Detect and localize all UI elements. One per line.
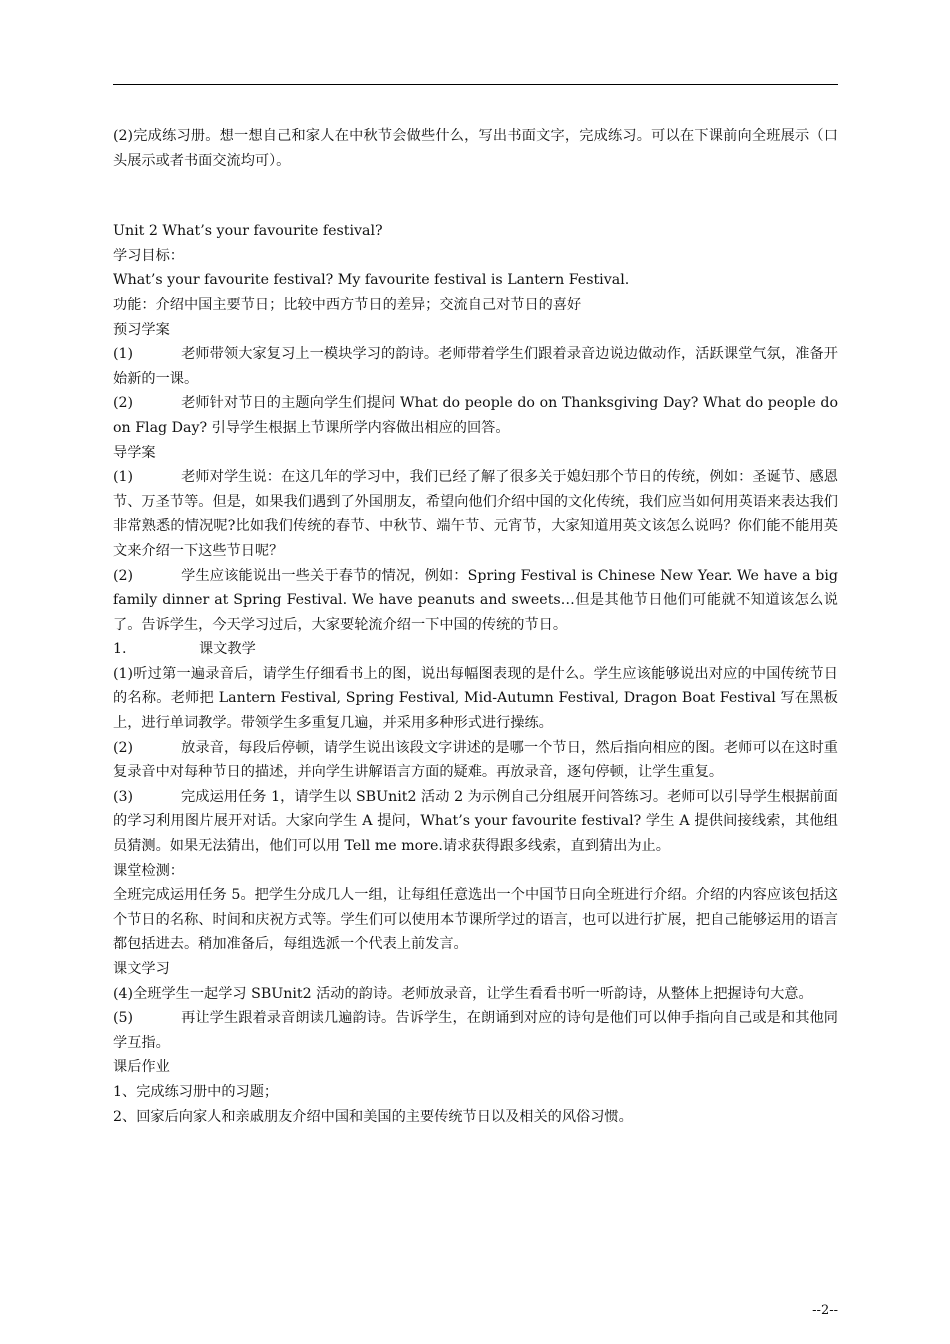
item-label: (2) — [113, 567, 134, 584]
item-label: (2) — [113, 395, 134, 412]
item-label: (2) — [113, 739, 134, 756]
preview-item-2 — [113, 391, 838, 440]
study-heading: 课文学习 — [113, 961, 170, 977]
guide-heading: 导学案 — [113, 444, 156, 461]
item-label: (3) — [113, 788, 134, 805]
lesson-item-2 — [113, 736, 838, 785]
preview-item-1 — [113, 342, 838, 391]
page-number: --2-- — [812, 1303, 838, 1318]
check-heading: 课堂检测： — [113, 862, 184, 879]
item-text: 课文教学 — [199, 641, 256, 658]
item-text: 学生应该能说出一些关于春节的情况，例如：Spring Festival is Chinese New Year. We have a big family dinner at Spring Festival. We have peanuts and sweets…但是其他节日他们可能就不知道该怎么说了。告诉学生，今天学习过后，大家要轮流介绍一下中国的传统的节日。 — [113, 567, 838, 633]
guide-item-1 — [113, 465, 838, 563]
check-paragraph: 全班完成运用任务 5。把学生分成几人一组，让每组任意选出一个中国节日向全班进行介绍。介绍的内容应该包括这个节日的名称、时间和庆祝方式等。学生们可以使用本节课所学过的语言，也可以进行扩展，把自己能够运用的语言都包括进去。稍加准备后，每组选派一个代表上前发言。 — [113, 887, 838, 953]
homework-item-1: 1、完成练习册中的习题； — [113, 1083, 279, 1100]
paragraph-workbook: (2)完成练习册。想一想自己和家人在中秋节会做些什么，写出书面文字，完成练习。可以在下课前向全班展示（口头展示或者书面交流均可）。 — [113, 128, 838, 169]
objectives-sentence: What’s your favourite festival? My favourite festival is Lantern Festival. — [113, 272, 630, 289]
item-text: 再让学生跟着录音朗读几遍韵诗。告诉学生，在朗诵到对应的诗句是他们可以伸手指向自己或是和其他同学互指。 — [113, 1010, 838, 1051]
item-label: 1. — [113, 641, 127, 658]
item-label: (5) — [113, 1010, 134, 1027]
lesson-item-3 — [113, 785, 838, 859]
document-body — [113, 124, 838, 1129]
guide-item-2 — [113, 564, 838, 638]
item-text: 老师对学生说：在这几年的学习中，我们已经了解了很多关于媳妇那个节日的传统，例如：圣诞节、感恩节、万圣节等。但是，如果我们遇到了外国朋友，希望向他们介绍中国的文化传统，我们应当如何用英语来表达我们非常熟悉的情况呢?比如我们传统的春节、中秋节、端午节、元宵节，大家知道用英文该怎么说吗？你们能不能用英文来介绍一下这些节日呢？ — [113, 469, 838, 559]
objectives-heading: 学习目标： — [113, 247, 184, 264]
item-label: (1) — [113, 346, 134, 363]
homework-heading: 课后作业 — [113, 1059, 170, 1076]
header-rule — [113, 84, 838, 85]
item-text: 放录音，每段后停顿，请学生说出该段文字讲述的是哪一个节日，然后指向相应的图。老师可以在这时重复录音中对每种节日的描述，并向学生讲解语言方面的疑难。再放录音，逐句停顿，让学生重复。 — [113, 739, 838, 781]
function-line: 功能：介绍中国主要节日；比较中西方节日的差异；交流自己对节日的喜好 — [113, 296, 582, 313]
item-text: 老师针对节日的主题向学生们提问 What do people do on Thanksgiving Day? What do people do on Flag Day? 引导学生根据上节课所学内容做出相应的回答。 — [113, 395, 838, 436]
item-label: (1) — [113, 469, 134, 486]
item-text: 老师带领大家复习上一模块学习的韵诗。老师带着学生们跟着录音边说边做动作，活跃课堂气氛，准备开始新的一课。 — [113, 346, 838, 387]
study-item-5 — [113, 1006, 838, 1055]
study-item-4: (4)全班学生一起学习 SBUnit2 活动的韵诗。老师放录音，让学生看看书听一听韵诗，从整体上把握诗句大意。 — [113, 985, 813, 1002]
unit-title: Unit 2 What’s your favourite festival? — [113, 223, 383, 240]
homework-item-2: 2、回家后向家人和亲戚朋友介绍中国和美国的主要传统节日以及相关的风俗习惯。 — [113, 1108, 633, 1125]
preview-heading: 预习学案 — [113, 321, 170, 338]
item-text: 完成运用任务 1，请学生以 SBUnit2 活动 2 为示例自己分组展开问答练习。老师可以引导学生根据前面的学习利用图片展开对话。大家向学生 A 提问，What’s your favourite festival? 学生 A 提供间接线索，其他组员猜测。如果无法猜出，他们可以用 Tell me more.请求获得跟多线索，直到猜出为止。 — [113, 788, 838, 855]
lesson-heading — [113, 637, 838, 662]
lesson-item-1: (1)听过第一遍录音后，请学生仔细看书上的图，说出每幅图表现的是什么。学生应该能够说出对应的中国传统节日的名称。老师把 Lantern Festival, Spring Festival, Mid-Autumn Festival, Dragon Boat Festival 写在黑板上，进行单词教学。带领学生多重复几遍，并采用多种形式进行操练。 — [113, 665, 838, 732]
